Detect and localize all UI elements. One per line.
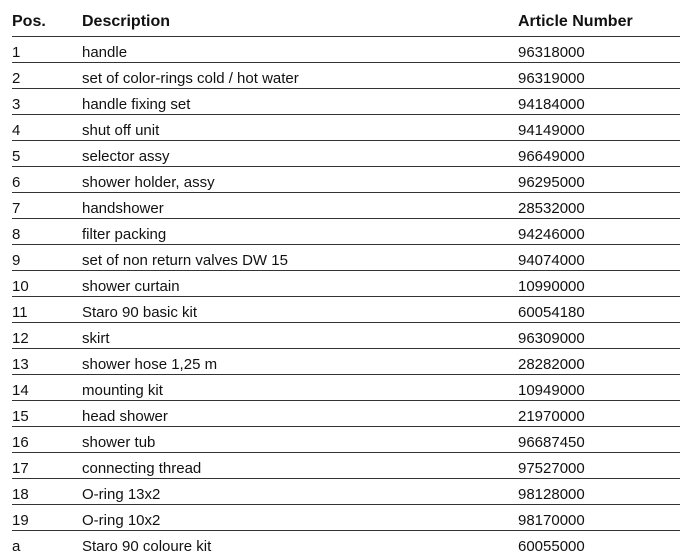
row-description: handle (82, 37, 518, 63)
table-row (12, 427, 680, 453)
row-article-number: 28532000 (518, 193, 680, 219)
row-pos: 8 (12, 219, 82, 245)
row-pos: 12 (12, 323, 82, 349)
row-description: O-ring 13x2 (82, 479, 518, 505)
row-article-number: 60054180 (518, 297, 680, 323)
table-row (12, 193, 680, 219)
table-row (12, 375, 680, 401)
row-article-number: 94246000 (518, 219, 680, 245)
row-article-number: 60055000 (518, 531, 680, 556)
header-article-number: Article Number (518, 8, 680, 37)
row-description: shower hose 1,25 m (82, 349, 518, 375)
row-pos: 16 (12, 427, 82, 453)
row-article-number: 94184000 (518, 89, 680, 115)
row-pos: 15 (12, 401, 82, 427)
row-description: shut off unit (82, 115, 518, 141)
table-row (12, 141, 680, 167)
row-description: filter packing (82, 219, 518, 245)
table-row (12, 401, 680, 427)
table-row (12, 297, 680, 323)
table-row (12, 219, 680, 245)
row-description: handle fixing set (82, 89, 518, 115)
row-pos: 14 (12, 375, 82, 401)
row-pos: 4 (12, 115, 82, 141)
row-pos: 19 (12, 505, 82, 531)
row-pos: 5 (12, 141, 82, 167)
parts-table (12, 8, 680, 556)
row-description: set of color-rings cold / hot water (82, 63, 518, 89)
row-description: connecting thread (82, 453, 518, 479)
row-description: shower holder, assy (82, 167, 518, 193)
row-article-number: 96687450 (518, 427, 680, 453)
row-description: shower tub (82, 427, 518, 453)
row-article-number: 94149000 (518, 115, 680, 141)
table-row (12, 245, 680, 271)
row-description: mounting kit (82, 375, 518, 401)
row-article-number: 96309000 (518, 323, 680, 349)
table-row (12, 89, 680, 115)
table-row (12, 167, 680, 193)
header-description: Description (82, 8, 518, 37)
row-description: Staro 90 basic kit (82, 297, 518, 323)
row-pos: 3 (12, 89, 82, 115)
row-article-number: 96319000 (518, 63, 680, 89)
table-row (12, 453, 680, 479)
table-row (12, 37, 680, 63)
table-row (12, 63, 680, 89)
row-article-number: 96295000 (518, 167, 680, 193)
row-article-number: 21970000 (518, 401, 680, 427)
header-pos: Pos. (12, 8, 82, 37)
row-pos: 1 (12, 37, 82, 63)
table-row (12, 349, 680, 375)
row-article-number: 10949000 (518, 375, 680, 401)
row-pos: 7 (12, 193, 82, 219)
row-pos: 6 (12, 167, 82, 193)
row-description: selector assy (82, 141, 518, 167)
row-pos: 13 (12, 349, 82, 375)
row-pos: 17 (12, 453, 82, 479)
row-description: Staro 90 coloure kit (82, 531, 518, 556)
row-description: skirt (82, 323, 518, 349)
row-pos: 10 (12, 271, 82, 297)
row-pos: 11 (12, 297, 82, 323)
row-article-number: 28282000 (518, 349, 680, 375)
row-description: handshower (82, 193, 518, 219)
row-article-number: 94074000 (518, 245, 680, 271)
row-article-number: 10990000 (518, 271, 680, 297)
row-article-number: 98170000 (518, 505, 680, 531)
table-row (12, 479, 680, 505)
row-description: O-ring 10x2 (82, 505, 518, 531)
table-body (12, 37, 680, 556)
row-description: head shower (82, 401, 518, 427)
row-description: shower curtain (82, 271, 518, 297)
table-row (12, 271, 680, 297)
row-pos: 9 (12, 245, 82, 271)
row-pos: a (12, 531, 82, 556)
table-row (12, 323, 680, 349)
row-pos: 2 (12, 63, 82, 89)
table-header-row (12, 8, 680, 37)
row-article-number: 96318000 (518, 37, 680, 63)
row-article-number: 98128000 (518, 479, 680, 505)
table-row (12, 505, 680, 531)
row-description: set of non return valves DW 15 (82, 245, 518, 271)
table-row (12, 531, 680, 556)
row-article-number: 96649000 (518, 141, 680, 167)
table-row (12, 115, 680, 141)
row-article-number: 97527000 (518, 453, 680, 479)
row-pos: 18 (12, 479, 82, 505)
